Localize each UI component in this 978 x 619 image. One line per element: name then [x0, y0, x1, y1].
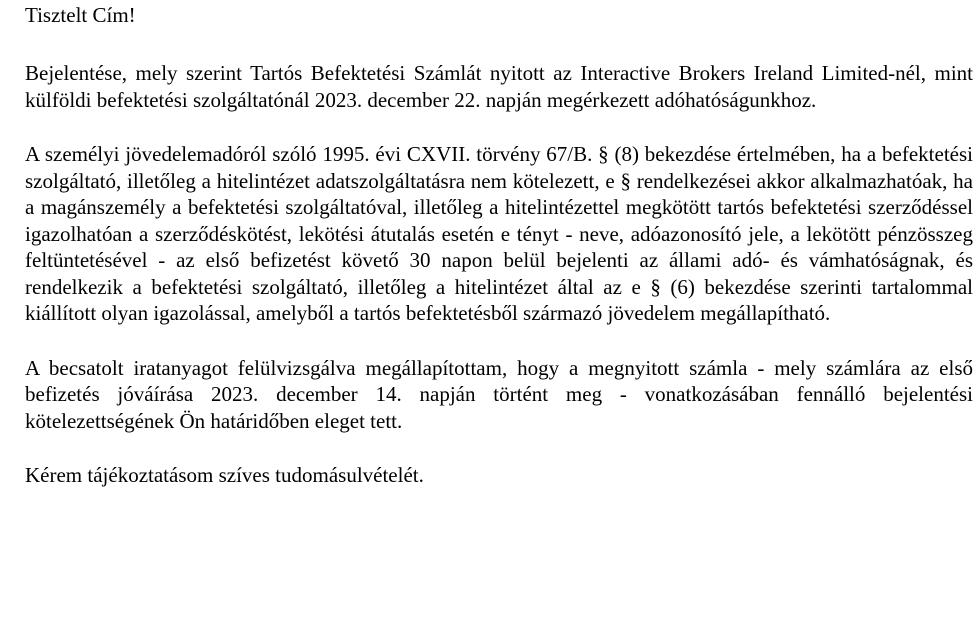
- paragraph-review-result: A becsatolt iratanyagot felülvizsgálva megállapítottam, hogy a megnyitott számla - mely számlára az első befizetés jóváírása 2023. december 14. napján történt meg - vonatkozásában fennálló bejelentési kötelezettségének Ön határidőben eleget tett.: [25, 355, 973, 433]
- paragraph-notification-received: Bejelentése, mely szerint Tartós Befektetési Számlát nyitott az Interactive Brokers Ireland Limited-nél, mint külföldi befektetési szolgáltatónál 2023. december 22. napján megérkezett adóhatóságunkhoz.: [25, 61, 973, 112]
- salutation: Tisztelt Cím!: [25, 3, 136, 27]
- closing-line: Kérem tájékoztatásom szíves tudomásulvételét.: [25, 463, 424, 487]
- paragraph-legal-basis: A személyi jövedelemadóról szóló 1995. évi CXVII. törvény 67/B. § (8) bekezdése értelmében, ha a befektetési szolgáltató, illetőleg a hitelintézet adatszolgáltatásra nem kötelezett, e § rendelkezései akkor alkalmazhatóak, ha a magánszemély a befektetési szolgáltatóval, illetőleg a hitelintézettel megkötött tartós befektetési szerződéssel igazolhatóan a szerződéskötést, lekötési átutalás esetén e tényt - neve, adóazonosító jele, a lekötött pénzösszeg feltüntetésével - az első befizetést követő 30 napon belül bejelenti az állami adó- és vámhatóságnak, és rendelkezik a befektetési szolgáltató, illetőleg a hitelintézet által az e § (6) bekezdése szerinti tartalommal kiállított olyan igazolással, amelyből a tartós befektetésből származó jövedelem megállapítható.: [25, 142, 973, 325]
